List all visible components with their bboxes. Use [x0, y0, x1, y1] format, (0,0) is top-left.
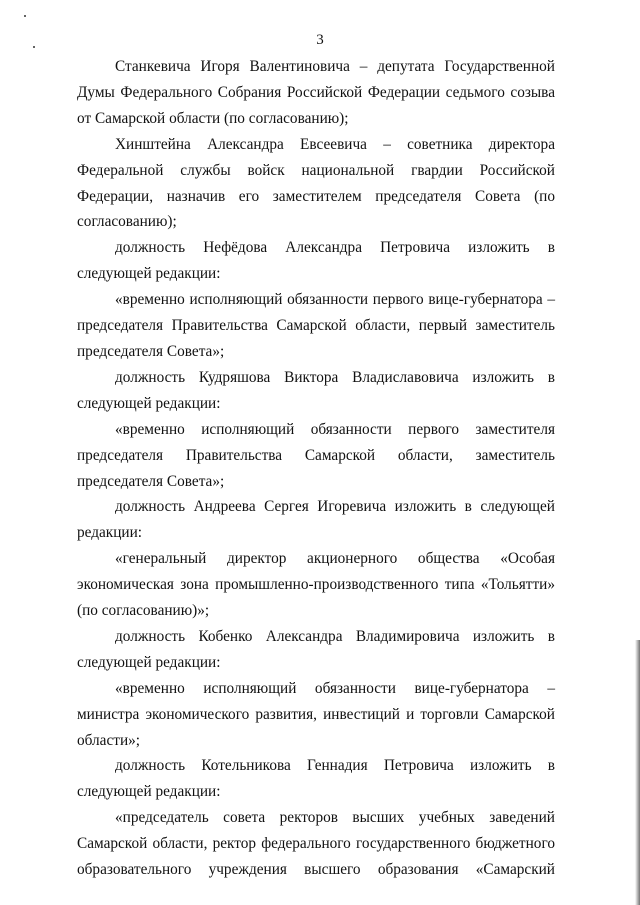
document-body	[77, 54, 555, 883]
paragraph: должность Котельникова Геннадия Петровича изложить в следующей редакции:	[77, 757, 555, 801]
paragraph: «генеральный директор акционерного общества «Особая экономическая зона промышленно-производственного типа «Тольятти» (по согласованию)»;	[77, 550, 555, 620]
scan-edge-shadow	[635, 640, 640, 905]
paragraph: «временно исполняющий обязанности вице-губернатора – министра экономического развития, инвестиций и торговли Самарской области»;	[77, 679, 555, 749]
paragraph: должность Кудряшова Виктора Владиславовича изложить в следующей редакции:	[77, 368, 555, 412]
paragraph: «председатель совета ректоров высших учебных заведений Самарской области, ректор федерального государственного бюджетного образовательного учреждения высшего образования «Самарский	[77, 809, 555, 879]
paragraph: должность Кобенко Александра Владимировича изложить в следующей редакции:	[77, 627, 555, 671]
page-number: 3	[316, 32, 324, 48]
paragraph: «временно исполняющий обязанности первого вице-губернатора – председателя Правительства Самарской области, первый заместитель председателя Совета»;	[77, 291, 555, 360]
paragraph: Хинштейна Александра Евсеевича – советника директора Федеральной службы войск национальной гвардии Российской Федерации, назначив его заместителем председателя Совета (по согласованию);	[77, 135, 555, 231]
paragraph: «временно исполняющий обязанности первого заместителя председателя Правительства Самарской области, заместитель председателя Совета»;	[77, 420, 555, 490]
scan-speck	[24, 15, 26, 17]
paragraph: должность Андреева Сергея Игоревича изложить в следующей редакции:	[77, 498, 555, 542]
paragraph: Станкевича Игоря Валентиновича – депутата Государственной Думы Федерального Собрания Российской Федерации седьмого созыва от Самарской области (по согласованию);	[77, 58, 555, 127]
paragraph: должность Нефёдова Александра Петровича изложить в следующей редакции:	[77, 239, 555, 283]
